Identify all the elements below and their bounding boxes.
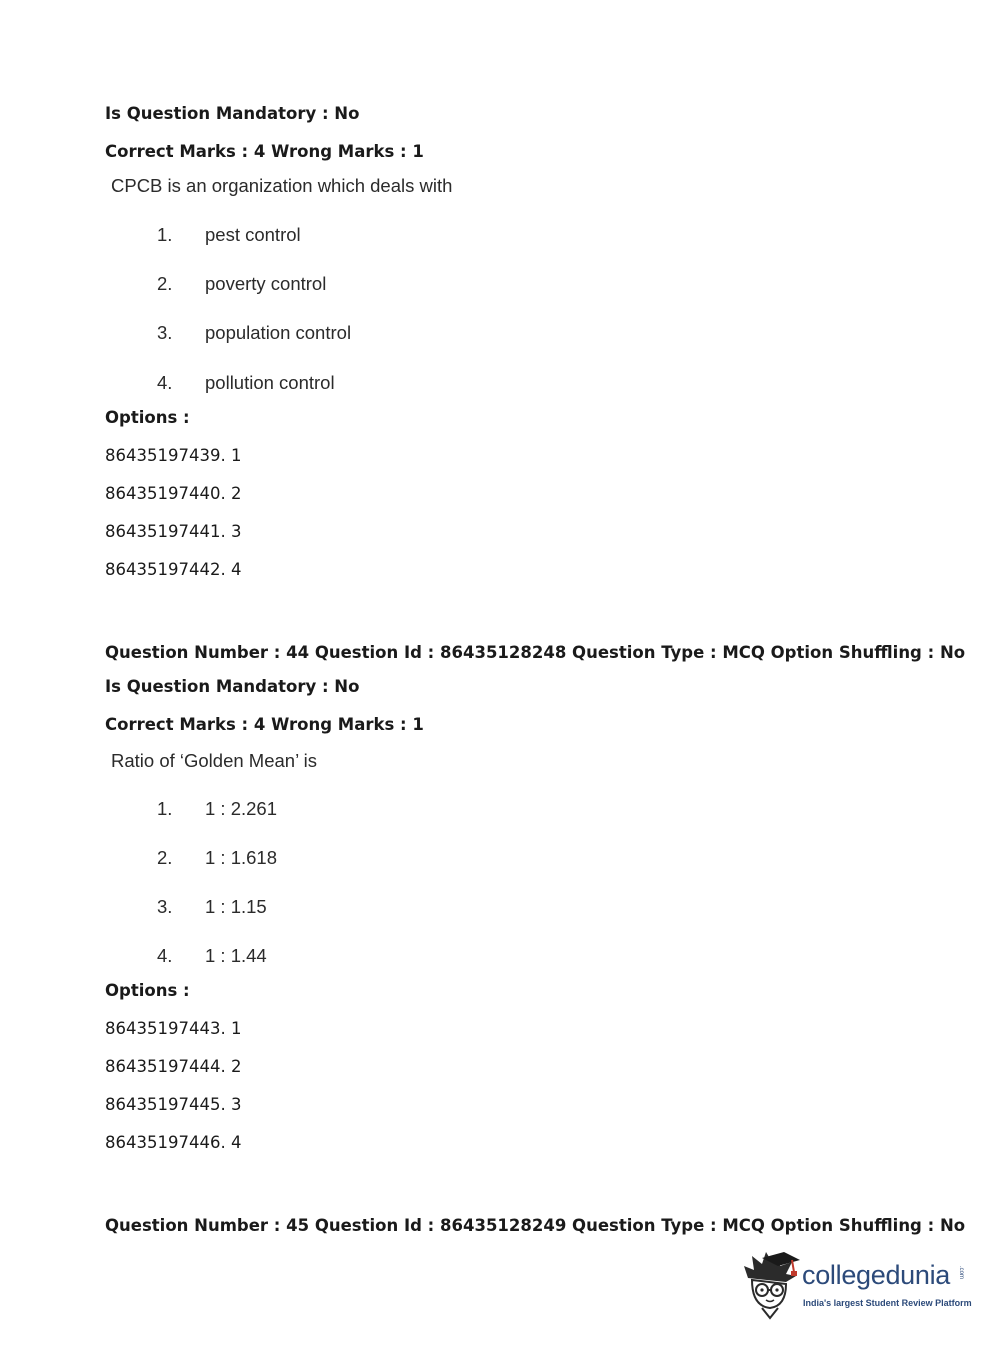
marks-label: Correct Marks : 4 Wrong Marks : 1 [105,715,424,734]
choice-number: 4. [157,372,173,393]
option-id: 86435197445. 3 [105,1095,242,1114]
collegedunia-logo [740,1248,970,1320]
choice-text: 1 : 1.15 [205,896,267,917]
choice-text: 1 : 2.261 [205,798,278,819]
option-id: 86435197446. 4 [105,1133,242,1152]
choice-text: population control [205,322,352,343]
logo-domain-suffix: .com [958,1266,964,1280]
logo-brand-text: collegedunia [802,1260,951,1290]
options-label: Options : [105,981,190,1000]
choice-item [157,896,267,918]
option-id: 86435197443. 1 [105,1019,242,1038]
question-header: Question Number : 44 Question Id : 86435128248 Question Type : MCQ Option Shuffling : No [105,643,966,662]
choice-text: 1 : 1.618 [205,847,278,868]
logo-tagline: India's largest Student Review Platform [803,1298,972,1308]
question-text: Ratio of ‘Golden Mean’ is [111,750,318,771]
choice-item [157,322,351,344]
mascot-icon [740,1248,802,1320]
choice-item [157,372,335,394]
marks-label: Correct Marks : 4 Wrong Marks : 1 [105,142,424,161]
choice-number: 1. [157,798,173,819]
choice-item [157,224,301,246]
choice-text: pest control [205,224,301,245]
choice-text: poverty control [205,273,327,294]
choice-number: 2. [157,847,173,868]
choice-number: 3. [157,896,173,917]
choice-text: pollution control [205,372,335,393]
choice-number: 4. [157,945,173,966]
options-label: Options : [105,408,190,427]
option-id: 86435197442. 4 [105,560,242,579]
question-header: Question Number : 45 Question Id : 86435128249 Question Type : MCQ Option Shuffling : No [105,1216,966,1235]
choice-text: 1 : 1.44 [205,945,267,966]
option-id: 86435197441. 3 [105,522,242,541]
mandatory-label: Is Question Mandatory : No [105,104,360,123]
mandatory-label: Is Question Mandatory : No [105,677,360,696]
option-id: 86435197440. 2 [105,484,242,503]
choice-number: 2. [157,273,173,294]
choice-number: 1. [157,224,173,245]
option-id: 86435197439. 1 [105,446,242,465]
choice-item [157,273,326,295]
choice-item [157,847,277,869]
choice-item [157,798,277,820]
choice-number: 3. [157,322,173,343]
choice-item [157,945,267,967]
option-id: 86435197444. 2 [105,1057,242,1076]
question-text: CPCB is an organization which deals with [111,175,453,196]
